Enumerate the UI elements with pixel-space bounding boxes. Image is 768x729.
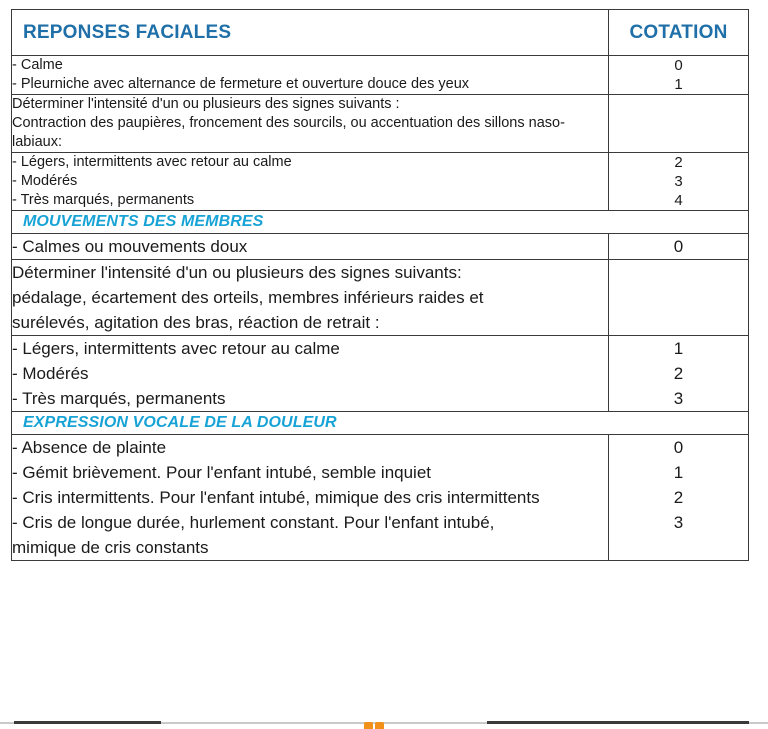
section-band-expression-vocale-de-la-douleur (12, 412, 749, 435)
criteria-line: - Pleurniche avec alternance de fermeture et ouverture douce des yeux (12, 76, 470, 92)
score-value: 2 (674, 154, 683, 171)
score-cell-1-3 (609, 153, 749, 211)
criteria-cell-2-3 (12, 336, 609, 412)
score-cell-2-1 (609, 234, 749, 260)
criteria-line: Déterminer l'intensité d'un ou plusieurs des signes suivants: (12, 263, 462, 282)
criteria-line: - Calme (12, 57, 63, 73)
score-value: 2 (673, 364, 684, 383)
header-score-cell (609, 10, 749, 56)
score-column-header: COTATION (629, 21, 728, 43)
table-row (12, 56, 749, 95)
table-header-row (12, 10, 749, 56)
criteria-line: - Très marqués, permanents (12, 389, 226, 408)
score-value: 1 (674, 76, 683, 93)
table-row (12, 260, 749, 336)
table-row (12, 234, 749, 260)
criteria-line: - Absence de plainte (12, 438, 167, 457)
criteria-line: Contraction des paupières, froncement des sourcils, ou accentuation des sillons naso- (12, 115, 565, 131)
section-band-mouvements-des-membres (12, 211, 749, 234)
criteria-line: - Modérés (12, 364, 89, 383)
criteria-line: - Cris intermittents. Pour l'enfant intubé, mimique des cris intermittents (12, 488, 540, 507)
criteria-line: - Cris de longue durée, hurlement constant. Pour l'enfant intubé, (12, 513, 495, 532)
section-band-cell (12, 211, 749, 234)
criteria-line: - Calmes ou mouvements doux (12, 237, 248, 256)
criteria-line: - Légers, intermittents avec retour au calme (12, 154, 292, 170)
criteria-line: surélevés, agitation des bras, réaction de retrait : (12, 313, 380, 332)
criteria-line: Déterminer l'intensité d'un ou plusieurs des signes suivants : (12, 96, 400, 112)
footer-accent-mark-icon (364, 722, 390, 728)
score-value: 3 (673, 389, 684, 408)
score-value: 0 (673, 237, 684, 256)
criteria-line: labiaux: (12, 134, 62, 150)
criteria-cell-1-3 (12, 153, 609, 211)
score-value: 0 (674, 57, 683, 74)
criteria-line: pédalage, écartement des orteils, membres inférieurs raides et (12, 288, 484, 307)
score-cell-1-2 (609, 95, 749, 153)
score-value: 4 (674, 192, 683, 209)
criteria-cell-2-1 (12, 234, 609, 260)
pain-scale-table (11, 9, 749, 561)
table-row (12, 95, 749, 153)
criteria-cell-3-1 (12, 435, 609, 561)
section-band-cell (12, 412, 749, 435)
criteria-line: - Gémit brièvement. Pour l'enfant intubé, semble inquiet (12, 463, 432, 482)
criteria-cell-1-1 (12, 56, 609, 95)
table-row (12, 336, 749, 412)
score-cell-1-1 (609, 56, 749, 95)
section-title: EXPRESSION VOCALE DE LA DOULEUR (23, 414, 337, 431)
criteria-line: - Modérés (12, 173, 78, 189)
footer-divider-right (487, 721, 749, 724)
score-cell-3-1 (609, 435, 749, 561)
criteria-line: mimique de cris constants (12, 538, 209, 557)
score-value: 3 (674, 173, 683, 190)
score-cell-2-3 (609, 336, 749, 412)
score-value: 2 (673, 488, 684, 507)
page-title: REPONSES FACIALES (23, 21, 232, 43)
table-row (12, 153, 749, 211)
score-cell-2-2 (609, 260, 749, 336)
section-title: MOUVEMENTS DES MEMBRES (23, 213, 264, 230)
criteria-cell-2-2 (12, 260, 609, 336)
table-row (12, 435, 749, 561)
score-value: 1 (673, 463, 684, 482)
score-value: 0 (673, 438, 684, 457)
criteria-line: - Légers, intermittents avec retour au calme (12, 339, 340, 358)
criteria-line: - Très marqués, permanents (12, 192, 195, 208)
header-title-cell (12, 10, 609, 56)
score-value: 1 (673, 339, 684, 358)
criteria-cell-1-2 (12, 95, 609, 153)
footer-divider-left (14, 721, 161, 724)
score-value: 3 (673, 513, 684, 532)
